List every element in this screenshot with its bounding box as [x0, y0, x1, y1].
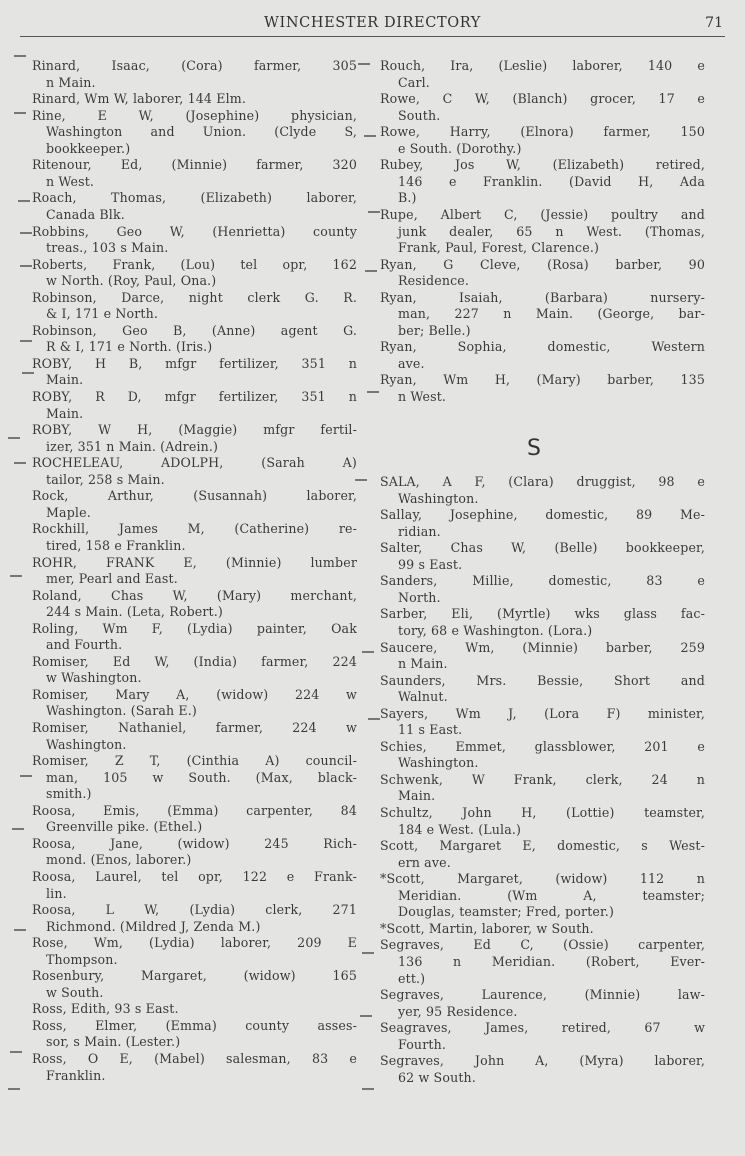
- margin-pencil-mark: [10, 1051, 22, 1053]
- margin-pencil-mark: [368, 718, 380, 720]
- entry-name-line: Roling, Wm F, (Lydia) painter, Oak: [32, 620, 357, 636]
- page-title: WINCHESTER DIRECTORY: [264, 15, 481, 31]
- entry-name-line: Ritenour, Ed, (Minnie) farmer, 320: [32, 157, 357, 173]
- entry-name-line: Segraves, Ed C, (Ossie) carpenter,: [380, 937, 705, 953]
- entry-continuation-line: 99 s East.: [398, 556, 463, 572]
- entry-continuation-line: Main.: [46, 372, 84, 388]
- margin-pencil-mark: [20, 232, 32, 234]
- entry-name-line: ROBY, W H, (Maggie) mfgr fertil-: [32, 422, 357, 438]
- entry-continuation-line: ern ave.: [398, 854, 451, 870]
- entry-continuation-line: B.): [398, 190, 417, 206]
- entry-name-line: Sanders, Millie, domestic, 83 e: [380, 573, 705, 589]
- entry-name-line: Rinard, Isaac, (Cora) farmer, 305: [32, 58, 357, 73]
- entry-continuation-line: ave.: [398, 355, 425, 371]
- margin-pencil-mark: [365, 270, 377, 272]
- header-rule: [20, 36, 725, 37]
- entry-continuation-line: treas., 103 s Main.: [46, 240, 169, 256]
- entry-continuation-line: smith.): [46, 786, 92, 802]
- entry-continuation-line: Thompson.: [46, 951, 118, 967]
- margin-pencil-mark: [8, 1088, 20, 1090]
- entry-continuation-line: Richmond. (Mildred J, Zenda M.): [46, 918, 261, 934]
- entry-name-line: Romiser, Mary A, (widow) 224 w: [32, 686, 357, 702]
- entry-continuation-line: Walnut.: [398, 689, 448, 705]
- entry-name-line: Romiser, Nathaniel, farmer, 224 w: [32, 720, 357, 735]
- entry-name-line: Scott, Margaret E, domestic, s West-: [380, 838, 705, 854]
- margin-pencil-mark: [358, 63, 370, 65]
- entry-continuation-line: Residence.: [398, 273, 470, 289]
- entry-name-line: Seagraves, James, retired, 67 w: [380, 1020, 705, 1036]
- entry-continuation-line: w Washington.: [46, 670, 142, 686]
- entry-name-line: Roach, Thomas, (Elizabeth) laborer,: [32, 190, 357, 206]
- entry-name-line: Rowe, C W, (Blanch) grocer, 17 e: [380, 91, 705, 107]
- entry-name-line: ROBY, R D, mfgr fertilizer, 351 n: [32, 389, 357, 404]
- margin-pencil-mark: [20, 265, 32, 267]
- entry-continuation-line: Canada Blk.: [46, 206, 125, 222]
- margin-pencil-mark: [362, 952, 374, 954]
- entry-continuation-line: & I, 171 e North.: [46, 306, 159, 322]
- entry-continuation-line: R & I, 171 e North. (Iris.): [46, 339, 213, 355]
- entry-continuation-line: junk dealer, 65 n West. (Thomas,: [398, 223, 705, 239]
- entry-continuation-line: 244 s Main. (Leta, Robert.): [46, 604, 223, 620]
- entry-continuation-line: man, 105 w South. (Max, black-: [46, 769, 357, 785]
- entry-continuation-line: Washington.: [398, 755, 479, 771]
- margin-pencil-mark: [14, 929, 26, 931]
- margin-pencil-mark: [362, 1088, 374, 1090]
- entry-name-line: Romiser, Ed W, (India) farmer, 224: [32, 653, 357, 669]
- section-letter-heading: S: [527, 436, 541, 461]
- entry-name-line: Roland, Chas W, (Mary) merchant,: [32, 587, 357, 603]
- entry-name-line: Ross, Elmer, (Emma) county asses-: [32, 1017, 357, 1033]
- entry-name-line: SALA, A F, (Clara) druggist, 98 e: [380, 474, 705, 489]
- entry-name-line: Rockhill, James M, (Catherine) re-: [32, 521, 357, 537]
- entry-continuation-line: n West.: [46, 173, 95, 189]
- entry-continuation-line: 184 e West. (Lula.): [398, 821, 522, 837]
- entry-continuation-line: mond. (Enos, laborer.): [46, 852, 192, 868]
- entry-name-line: Rine, E W, (Josephine) physician,: [32, 107, 357, 123]
- entry-continuation-line: 62 w South.: [398, 1069, 476, 1085]
- entry-continuation-line: Main.: [46, 405, 84, 421]
- entry-continuation-line: Greenville pike. (Ethel.): [46, 819, 203, 835]
- entry-continuation-line: tailor, 258 s Main.: [46, 471, 165, 487]
- entry-name-line: Romiser, Z T, (Cinthia A) council-: [32, 753, 357, 769]
- entry-name-line: Salter, Chas W, (Belle) bookkeeper,: [380, 540, 705, 556]
- margin-pencil-mark: [355, 479, 367, 481]
- entry-continuation-line: South.: [398, 107, 441, 123]
- entry-continuation-line: bookkeeper.): [46, 140, 131, 156]
- entry-name-line: Rinard, Wm W, laborer, 144 Elm.: [32, 91, 247, 107]
- entry-continuation-line: 11 s East.: [398, 722, 463, 738]
- entry-name-line: Segraves, Laurence, (Minnie) law-: [380, 987, 705, 1003]
- entry-name-line: Ryan, Wm H, (Mary) barber, 135: [380, 372, 705, 388]
- entry-continuation-line: e South. (Dorothy.): [398, 140, 522, 156]
- entry-name-line: ROCHELEAU, ADOLPH, (Sarah A): [32, 455, 357, 471]
- margin-pencil-mark: [362, 651, 374, 653]
- entry-continuation-line: izer, 351 n Main. (Adrein.): [46, 438, 219, 454]
- entry-continuation-line: lin.: [46, 885, 67, 901]
- entry-name-line: Ryan, Isaiah, (Barbara) nursery-: [380, 289, 705, 305]
- entry-continuation-line: and Fourth.: [46, 637, 123, 653]
- entry-continuation-line: 136 n Meridian. (Robert, Ever-: [398, 953, 705, 969]
- margin-pencil-mark: [360, 1015, 372, 1017]
- entry-continuation-line: Washington and Union. (Clyde S,: [46, 124, 357, 140]
- entry-continuation-line: Meridian. (Wm A, teamster;: [398, 887, 705, 903]
- entry-name-line: Rupe, Albert C, (Jessie) poultry and: [380, 206, 705, 222]
- entry-name-line: ROBY, H B, mfgr fertilizer, 351 n: [32, 355, 357, 371]
- entry-name-line: Rock, Arthur, (Susannah) laborer,: [32, 488, 357, 504]
- entry-name-line: Roosa, Jane, (widow) 245 Rich-: [32, 835, 357, 851]
- entry-continuation-line: w North. (Roy, Paul, Ona.): [46, 273, 217, 289]
- entry-continuation-line: Washington.: [398, 490, 479, 506]
- margin-pencil-mark: [367, 391, 379, 393]
- page-number: 71: [705, 15, 723, 31]
- entry-name-line: Schies, Emmet, glassblower, 201 e: [380, 738, 705, 754]
- entry-continuation-line: Carl.: [398, 74, 430, 90]
- margin-pencil-mark: [20, 340, 32, 342]
- entry-continuation-line: Main.: [398, 788, 436, 804]
- entry-continuation-line: Fourth.: [398, 1036, 446, 1052]
- margin-pencil-mark: [14, 55, 26, 57]
- entry-continuation-line: man, 227 n Main. (George, bar-: [398, 306, 705, 322]
- entry-name-line: Ross, Edith, 93 s East.: [32, 1001, 179, 1017]
- entry-continuation-line: ber; Belle.): [398, 322, 471, 338]
- entry-name-line: Segraves, John A, (Myra) laborer,: [380, 1053, 705, 1069]
- entry-name-line: Schultz, John H, (Lottie) teamster,: [380, 805, 705, 820]
- entry-continuation-line: mer, Pearl and East.: [46, 571, 178, 587]
- entry-name-line: Rouch, Ira, (Leslie) laborer, 140 e: [380, 58, 705, 73]
- entry-name-line: *Scott, Martin, laborer, w South.: [380, 920, 594, 936]
- entry-name-line: Rowe, Harry, (Elnora) farmer, 150: [380, 124, 705, 140]
- entry-name-line: Rubey, Jos W, (Elizabeth) retired,: [380, 157, 705, 173]
- entry-name-line: Sayers, Wm J, (Lora F) minister,: [380, 705, 705, 721]
- entry-name-line: Ryan, Sophia, domestic, Western: [380, 339, 705, 355]
- margin-pencil-mark: [20, 775, 32, 777]
- entry-name-line: Ryan, G Cleve, (Rosa) barber, 90: [380, 256, 705, 272]
- entry-continuation-line: Franklin.: [46, 1067, 106, 1083]
- entry-name-line: Roosa, Emis, (Emma) carpenter, 84: [32, 802, 357, 818]
- margin-pencil-mark: [8, 437, 20, 439]
- margin-pencil-mark: [364, 135, 376, 137]
- entry-continuation-line: n Main.: [46, 74, 96, 90]
- entry-continuation-line: Maple.: [46, 504, 91, 520]
- entry-name-line: Schwenk, W Frank, clerk, 24 n: [380, 771, 705, 787]
- entry-continuation-line: Washington. (Sarah E.): [46, 703, 197, 719]
- entry-continuation-line: ridian.: [398, 523, 441, 539]
- entry-name-line: *Scott, Margaret, (widow) 112 n: [380, 871, 705, 887]
- entry-continuation-line: 146 e Franklin. (David H, Ada: [398, 173, 705, 189]
- entry-name-line: ROHR, FRANK E, (Minnie) lumber: [32, 554, 357, 570]
- margin-pencil-mark: [368, 211, 380, 213]
- entry-continuation-line: tired, 158 e Franklin.: [46, 537, 186, 553]
- entry-name-line: Ross, O E, (Mabel) salesman, 83 e: [32, 1051, 357, 1066]
- entry-name-line: Robinson, Darce, night clerk G. R.: [32, 289, 357, 305]
- entry-name-line: Roosa, L W, (Lydia) clerk, 271: [32, 902, 357, 918]
- entry-continuation-line: yer, 95 Residence.: [398, 1003, 518, 1019]
- entry-continuation-line: tory, 68 e Washington. (Lora.): [398, 622, 593, 638]
- margin-pencil-mark: [14, 112, 26, 114]
- margin-pencil-mark: [12, 828, 24, 830]
- entry-name-line: Roosa, Laurel, tel opr, 122 e Frank-: [32, 868, 357, 884]
- entry-continuation-line: n Main.: [398, 656, 448, 672]
- entry-name-line: Rosenbury, Margaret, (widow) 165: [32, 968, 357, 984]
- entry-continuation-line: w South.: [46, 984, 104, 1000]
- entry-name-line: Roberts, Frank, (Lou) tel opr, 162: [32, 256, 357, 272]
- entry-continuation-line: North.: [398, 589, 441, 605]
- margin-pencil-mark: [10, 575, 22, 577]
- entry-continuation-line: Washington.: [46, 736, 127, 752]
- entry-name-line: Saunders, Mrs. Bessie, Short and: [380, 672, 705, 688]
- entry-continuation-line: ett.): [398, 970, 426, 986]
- entry-name-line: Rose, Wm, (Lydia) laborer, 209 E: [32, 935, 357, 951]
- margin-pencil-mark: [14, 462, 26, 464]
- entry-continuation-line: Frank, Paul, Forest, Clarence.): [398, 240, 600, 256]
- entry-name-line: Robbins, Geo W, (Henrietta) county: [32, 223, 357, 239]
- entry-name-line: Robinson, Geo B, (Anne) agent G.: [32, 322, 357, 338]
- page-header: [0, 0, 745, 40]
- margin-pencil-mark: [22, 372, 34, 374]
- entry-continuation-line: Douglas, teamster; Fred, porter.): [398, 904, 615, 920]
- entry-name-line: Saucere, Wm, (Minnie) barber, 259: [380, 639, 705, 655]
- entry-name-line: Sarber, Eli, (Myrtle) wks glass fac-: [380, 606, 705, 622]
- entry-name-line: Sallay, Josephine, domestic, 89 Me-: [380, 507, 705, 523]
- entry-continuation-line: n West.: [398, 389, 447, 404]
- margin-pencil-mark: [18, 200, 30, 202]
- entry-continuation-line: sor, s Main. (Lester.): [46, 1034, 181, 1050]
